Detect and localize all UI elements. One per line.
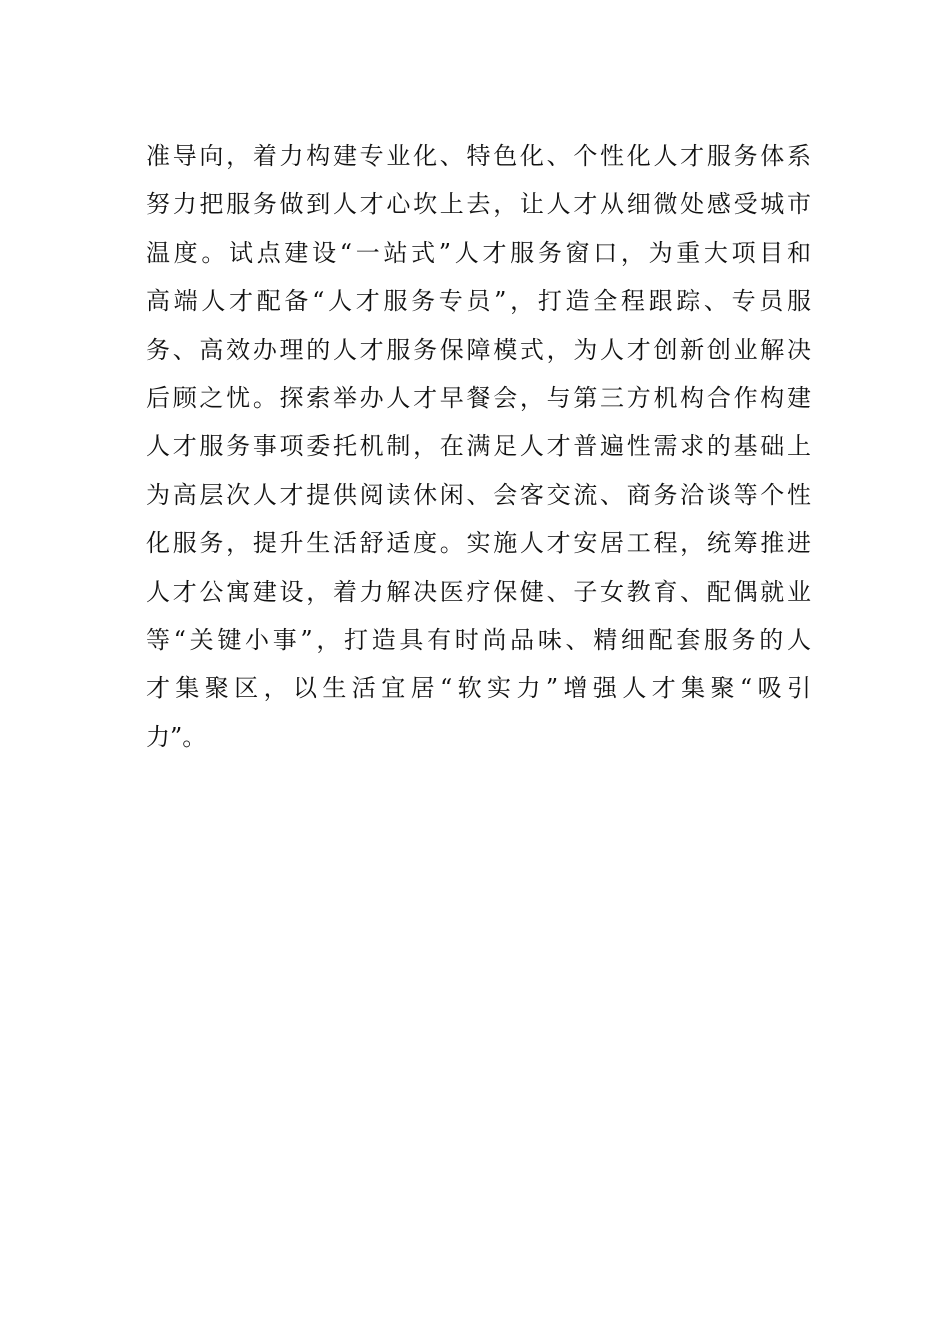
text-line: 务、高效办理的人才服务保障模式，为人才创新创业解决 — [146, 335, 811, 364]
text-line: 努力把服务做到人才心坎上去，让人才从细微处感受城市 — [146, 190, 811, 219]
text-line: 为高层次人才提供阅读休闲、会客交流、商务洽谈等个性 — [146, 480, 811, 509]
body-paragraph — [146, 132, 811, 761]
text-line: 等“关键小事”，打造具有时尚品味、精细配套服务的人 — [146, 625, 811, 654]
text-line: 高端人才配备“人才服务专员”，打造全程跟踪、专员服 — [146, 287, 811, 316]
text-line: 温度。试点建设“一站式”人才服务窗口，为重大项目和 — [146, 238, 811, 267]
text-line: 力”。 — [146, 722, 207, 751]
text-line: 化服务，提升生活舒适度。实施人才安居工程，统筹推进 — [146, 529, 811, 558]
text-line: 才集聚区，以生活宜居“软实力”增强人才集聚“吸引 — [146, 674, 811, 703]
text-line: 人才公寓建设，着力解决医疗保健、子女教育、配偶就业 — [146, 577, 811, 606]
text-line: 后顾之忧。探索举办人才早餐会，与第三方机构合作构建 — [146, 383, 811, 412]
text-line: 人才服务事项委托机制，在满足人才普遍性需求的基础上 — [146, 432, 811, 461]
text-line: 准导向，着力构建专业化、特色化、个性化人才服务体系 — [146, 142, 811, 170]
